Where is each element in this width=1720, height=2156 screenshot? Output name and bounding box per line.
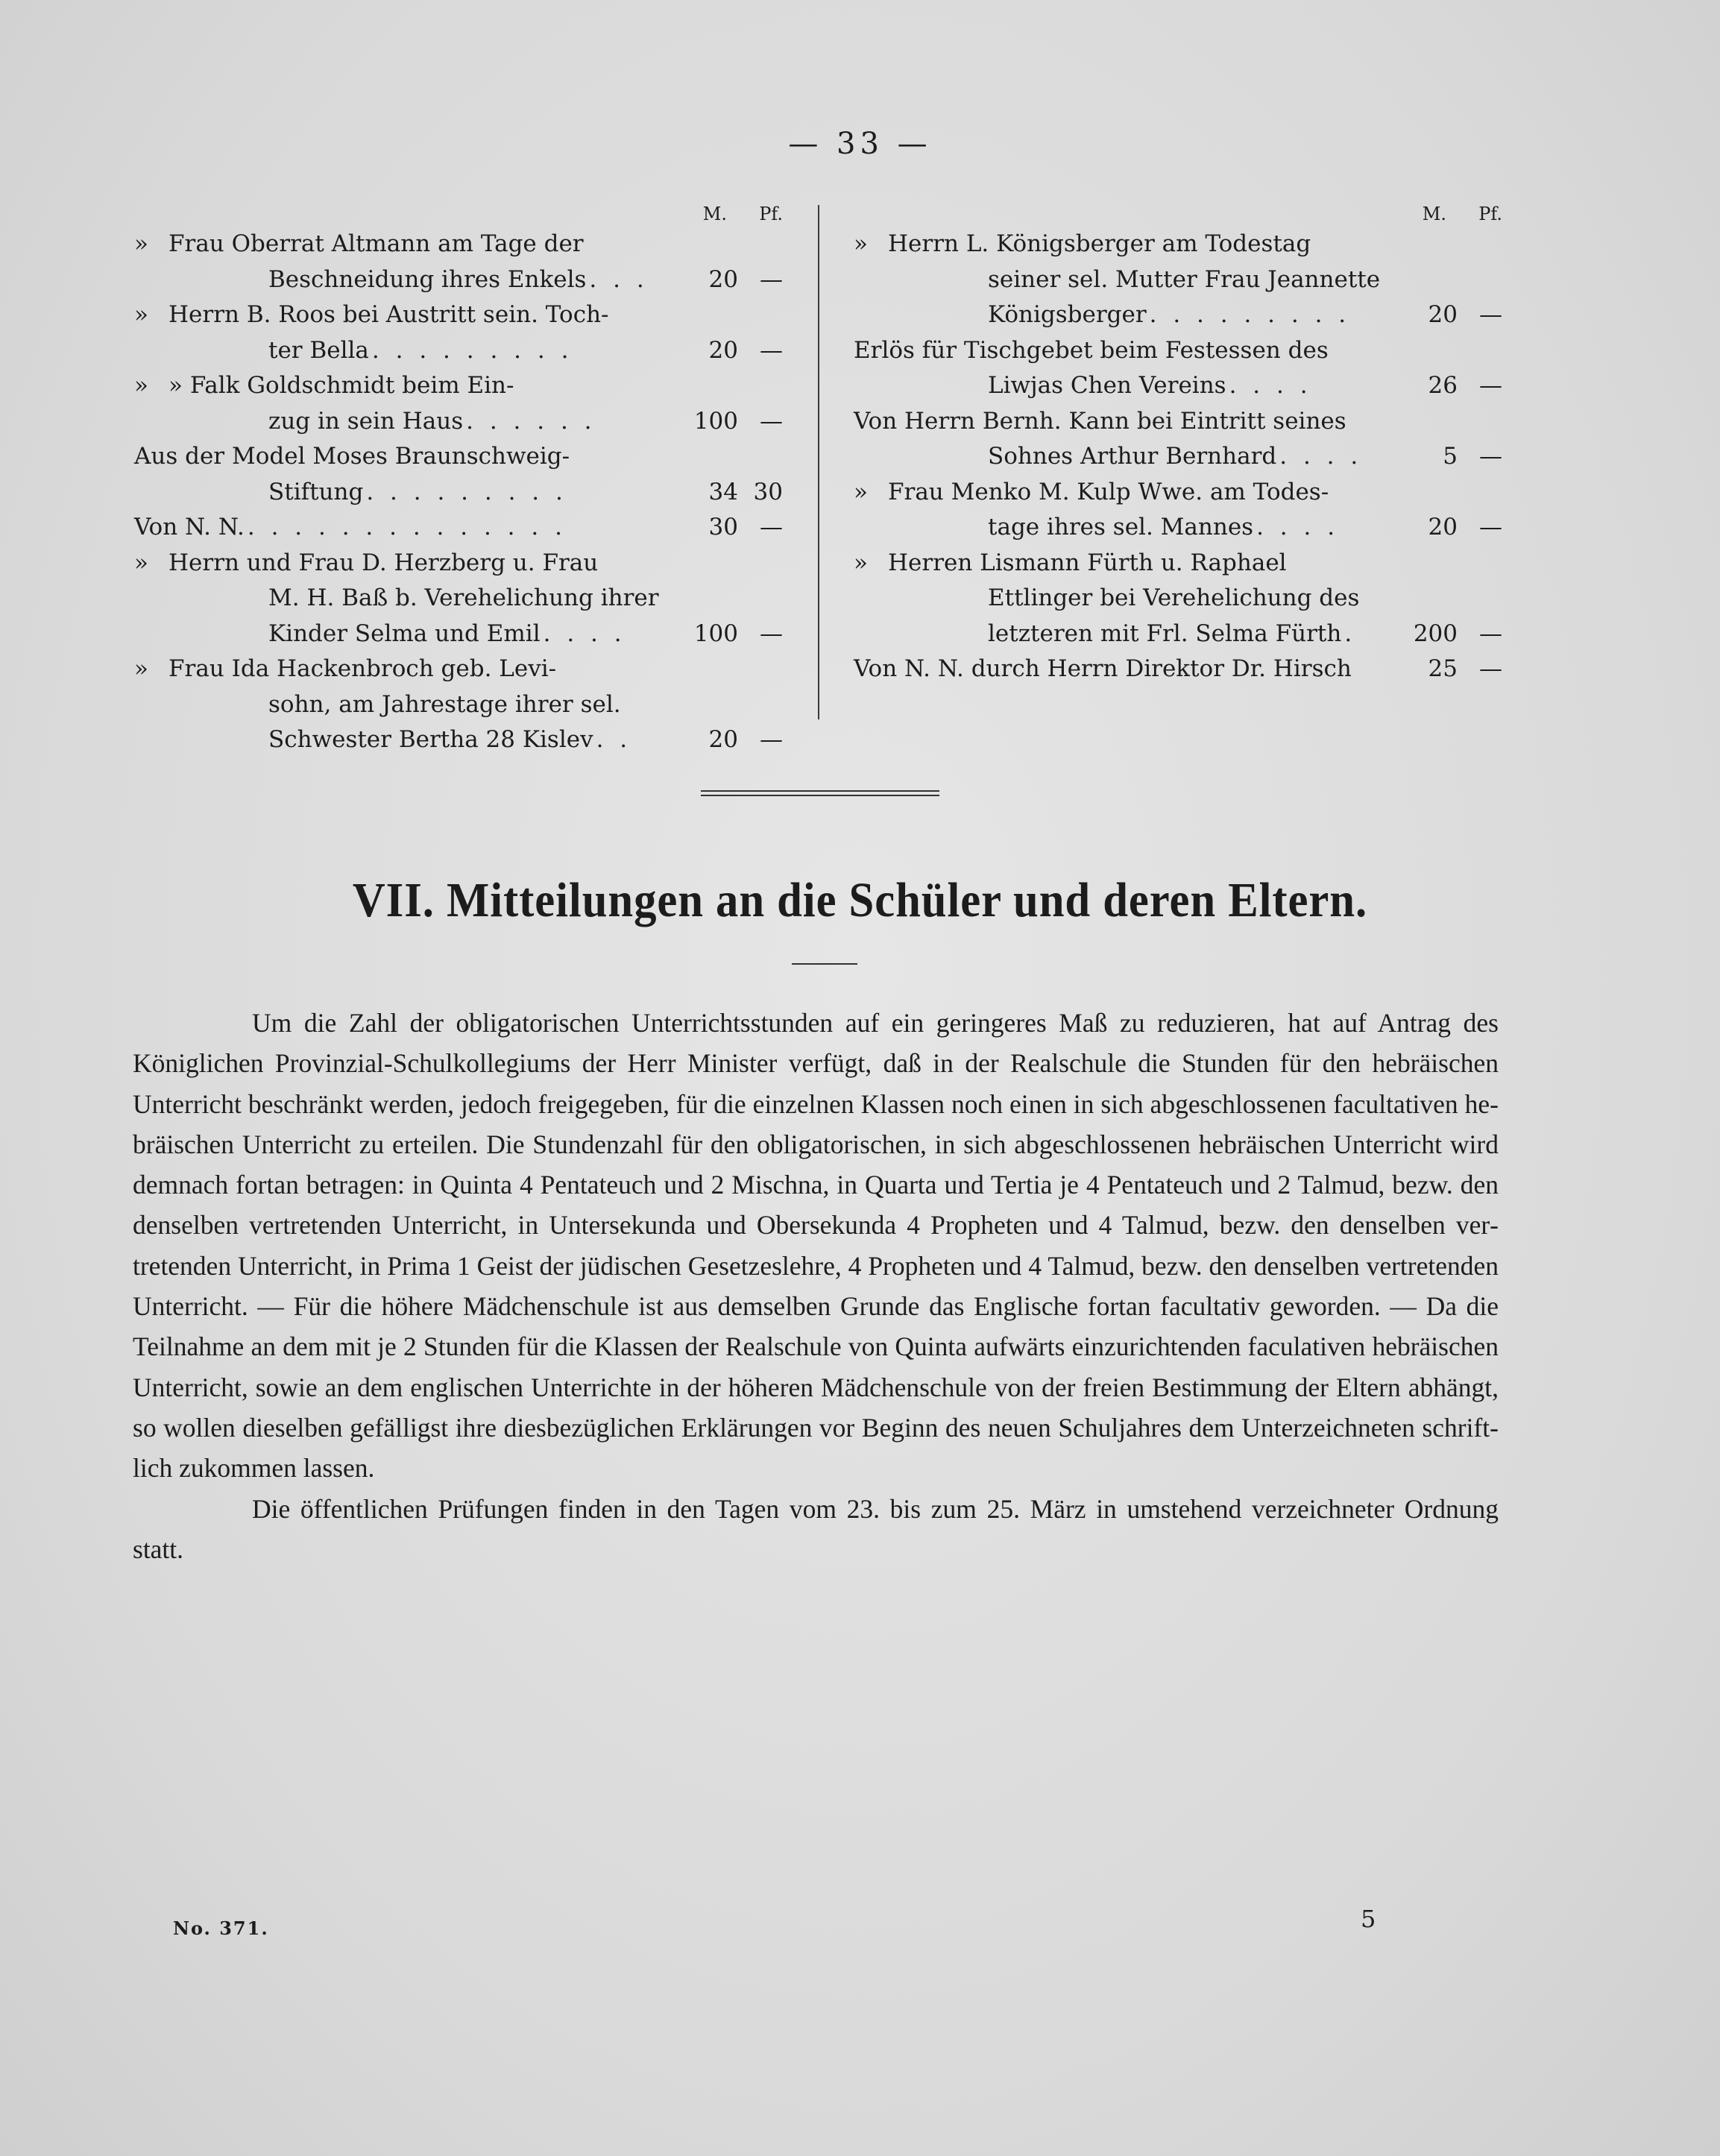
- dot-leader: . .: [596, 726, 632, 753]
- amount-pfennig: —: [760, 726, 783, 753]
- ditto-mark: »: [854, 230, 868, 257]
- entry-text: seiner sel. Mutter Frau Jeannette: [988, 265, 1381, 293]
- heading-rule: [792, 963, 857, 965]
- entry-line: [134, 510, 783, 546]
- mark-header: M.: [1422, 204, 1446, 224]
- amount-pfennig: —: [1479, 514, 1502, 540]
- entry-line: [134, 687, 783, 723]
- entry-line: [134, 368, 783, 404]
- entry-text: Herren Lismann Fürth u. Raphael: [888, 549, 1287, 576]
- donations-left-column: [134, 201, 783, 758]
- entry-line: [134, 297, 783, 333]
- entry-line: [134, 581, 783, 617]
- donation-entry: [854, 546, 1502, 652]
- entry-text: Herrn L. Königsberger am Todestag: [888, 230, 1311, 257]
- donation-entry: [854, 404, 1502, 475]
- donation-entry: [854, 333, 1502, 404]
- entry-text: M. H. Baß b. Verehelichung ihrer: [268, 584, 659, 611]
- entry-line: [854, 333, 1502, 369]
- entry-line: [134, 475, 783, 511]
- amount-pfennig: —: [760, 265, 783, 293]
- entry-text: letzteren mit Frl. Selma Fürth: [988, 620, 1342, 647]
- dot-leader: . . . . . . . . . . . . . .: [247, 514, 567, 540]
- donation-entry: [134, 227, 783, 297]
- ditto-mark: »: [134, 549, 148, 576]
- amount-pfennig: —: [1479, 301, 1502, 328]
- entry-line: [134, 227, 783, 262]
- entry-line: [854, 652, 1502, 687]
- footer-signature: 5: [1361, 1905, 1376, 1933]
- amount-pfennig: —: [760, 514, 783, 540]
- entry-line: [854, 546, 1502, 581]
- ditto-mark: »: [854, 549, 868, 576]
- entry-line: [134, 617, 783, 652]
- entry-line: [134, 333, 783, 369]
- ditto-mark: »: [134, 230, 148, 257]
- dot-leader: . . . .: [1256, 514, 1340, 540]
- amount-marks: 30: [708, 514, 738, 540]
- dot-leader: . . . .: [1229, 372, 1312, 399]
- entry-line: [134, 722, 783, 758]
- entry-line: [854, 404, 1502, 440]
- pfennig-header: Pf.: [759, 204, 783, 224]
- column-header: [134, 201, 783, 227]
- donation-list: [134, 227, 783, 758]
- donation-entry: [134, 652, 783, 758]
- entry-text: Aus der Model Moses Braunschweig-: [134, 443, 570, 470]
- section-heading: VII. Mitteilungen an die Schüler und deren Eltern.: [352, 873, 1368, 927]
- page-number: — 33 —: [788, 127, 932, 161]
- entry-text: Stiftung: [268, 478, 364, 505]
- entry-text: Beschneidung ihres Enkels: [268, 265, 587, 293]
- amount-marks: 20: [708, 336, 738, 364]
- entry-text: tage ihres sel. Mannes: [988, 514, 1254, 540]
- amount-marks: 20: [1428, 514, 1458, 540]
- entry-text: sohn, am Jahrestage ihrer sel.: [268, 690, 621, 718]
- paragraph: Die öffentlichen Prüfungen finden in den Tagen vom 23. bis zum 25. März in umstehend verzeichneter Ordnung statt.: [133, 1493, 1499, 1564]
- dot-leader: . . . . . . . . .: [1149, 301, 1351, 328]
- entry-line: [854, 368, 1502, 404]
- amount-marks: 200: [1413, 620, 1458, 647]
- donation-list: [854, 227, 1502, 687]
- pfennig-header: Pf.: [1478, 204, 1502, 224]
- amount-pfennig: —: [760, 336, 783, 364]
- entry-text: Von N. N. durch Herrn Direktor Dr. Hirsch: [854, 655, 1352, 682]
- amount-pfennig: —: [1479, 655, 1502, 682]
- donation-entry: [854, 227, 1502, 333]
- amount-marks: 20: [708, 265, 738, 293]
- entry-text: Herrn B. Roos bei Austritt sein. Toch-: [168, 301, 609, 328]
- amount-marks: 20: [708, 726, 738, 753]
- dot-leader: . . . .: [1279, 443, 1363, 470]
- donation-entry: [134, 546, 783, 652]
- donations-right-column: [854, 201, 1502, 687]
- amount-pfennig: —: [1479, 620, 1502, 647]
- mark-header: M.: [702, 204, 727, 224]
- entry-text: Von N. N.: [134, 514, 245, 540]
- entry-text: Erlös für Tischgebet beim Festessen des: [854, 336, 1329, 364]
- entry-line: [134, 652, 783, 687]
- entry-line: [134, 404, 783, 440]
- amount-pfennig: —: [1479, 372, 1502, 399]
- entry-text: Königsberger: [988, 301, 1147, 328]
- dot-leader: . . . . . . . . .: [371, 336, 573, 364]
- entry-line: [134, 262, 783, 298]
- entry-text: ter Bella: [268, 336, 369, 364]
- amount-pfennig: —: [760, 407, 783, 435]
- paragraph: Um die Zahl der obligatorischen Unterrichtsstunden auf ein geringeres Maß zu reduzieren, hat auf Antrag des Königlichen Provinzial-Schulkollegiums der Herr Minister verfügt, daß in der Realschule die Stunden für den hebräischen Unterricht beschränkt werden, jedoch freigegeben, für die einzelnen Klassen noch einen in sich abgeschlossenen facultativen hebräischen Unterricht zu erteilen. Die Stundenzahl für den obligatorischen, in sich abgeschlossenen hebräischen Unterricht wird demnach fortan betragen: in Quinta 4 Pentateuch und 2 Mischna, in Quarta und Tertia je 4 Pentateuch und 2 Talmud, bezw. den denselben vertretenden Unterricht, in Untersekunda und Obersekunda 4 Propheten und 4 Talmud, bezw. den denselben vertretenden Unterricht, in Prima 1 Geist der jüdischen Gesetzeslehre, 4 Propheten und 4 Talmud, bezw. den denselben vertretenden Unterricht. — Für die höhere Mädchenschule ist aus demselben Grunde das Englische fortan facultativ geworden. — Da die Teilnahme an dem mit je 2 Stunden für die Klassen der Realschule von Quinta aufwärts einzurichtenden faculativen hebräischen Unterricht, sowie an dem englischen Unterrichte in der höheren Mädchenschule von der freien Bestimmung der Eltern abhängt, so wollen dieselben gefälligst ihre diesbezüglichen Erklärungen vor Beginn des neuen Schuljahres dem Unterzeichneten schriftlich zukommen lassen.: [133, 1008, 1499, 1484]
- entry-text: Schwester Bertha 28 Kislev: [268, 726, 593, 753]
- donation-entry: [134, 510, 783, 546]
- amount-marks: 20: [1428, 301, 1458, 328]
- entry-line: [854, 262, 1502, 298]
- body-text: [133, 1003, 1499, 1569]
- entry-text: » Falk Goldschmidt beim Ein-: [168, 372, 514, 399]
- donation-entry: [134, 439, 783, 510]
- dot-leader: . . .: [589, 265, 649, 293]
- entry-line: [134, 439, 783, 475]
- donation-entry: [134, 368, 783, 439]
- entry-line: [854, 617, 1502, 652]
- amount-pfennig: —: [760, 620, 783, 647]
- ditto-mark: »: [134, 301, 148, 328]
- entry-line: [854, 297, 1502, 333]
- entry-line: [854, 510, 1502, 546]
- amount-marks: 26: [1428, 372, 1458, 399]
- entry-text: Liwjas Chen Vereins: [988, 372, 1226, 399]
- entry-text: Sohnes Arthur Bernhard: [988, 443, 1277, 470]
- entry-text: Frau Menko M. Kulp Wwe. am Todes-: [888, 478, 1329, 505]
- entry-text: Ettlinger bei Verehelichung des: [988, 584, 1360, 611]
- ditto-mark: »: [854, 478, 868, 505]
- entry-text: Frau Oberrat Altmann am Tage der: [168, 230, 584, 257]
- ditto-mark: »: [134, 655, 148, 682]
- entry-line: [854, 439, 1502, 475]
- donation-entry: [854, 475, 1502, 546]
- entry-line: [854, 227, 1502, 262]
- amount-marks: 5: [1443, 443, 1458, 470]
- entry-line: [134, 546, 783, 581]
- dot-leader: . . . .: [543, 620, 626, 647]
- amount-marks: 34: [708, 478, 738, 505]
- amount-marks: 100: [693, 620, 738, 647]
- donation-entry: [134, 297, 783, 368]
- ditto-mark: »: [134, 372, 148, 399]
- footer-number: No. 371.: [173, 1917, 269, 1939]
- column-header: [854, 201, 1502, 227]
- entry-text: zug in sein Haus: [268, 407, 464, 435]
- entry-text: Herrn und Frau D. Herzberg u. Frau: [168, 549, 599, 576]
- amount-pfennig: —: [1479, 443, 1502, 470]
- entry-text: Kinder Selma und Emil: [268, 620, 541, 647]
- dot-leader: . . . . . .: [466, 407, 596, 435]
- entry-line: [854, 581, 1502, 617]
- section-ornament: [701, 790, 939, 799]
- amount-pfennig: 30: [753, 478, 783, 505]
- entry-line: [854, 475, 1502, 511]
- amount-marks: 100: [693, 407, 738, 435]
- column-divider: [818, 205, 819, 719]
- amount-marks: 25: [1428, 655, 1458, 682]
- entry-text: Frau Ida Hackenbroch geb. Levi-: [168, 655, 557, 682]
- donation-entry: [854, 652, 1502, 687]
- dot-leader: .: [1344, 620, 1357, 647]
- dot-leader: . . . . . . . . .: [366, 478, 567, 505]
- entry-text: Von Herrn Bernh. Kann bei Eintritt seines: [854, 407, 1346, 435]
